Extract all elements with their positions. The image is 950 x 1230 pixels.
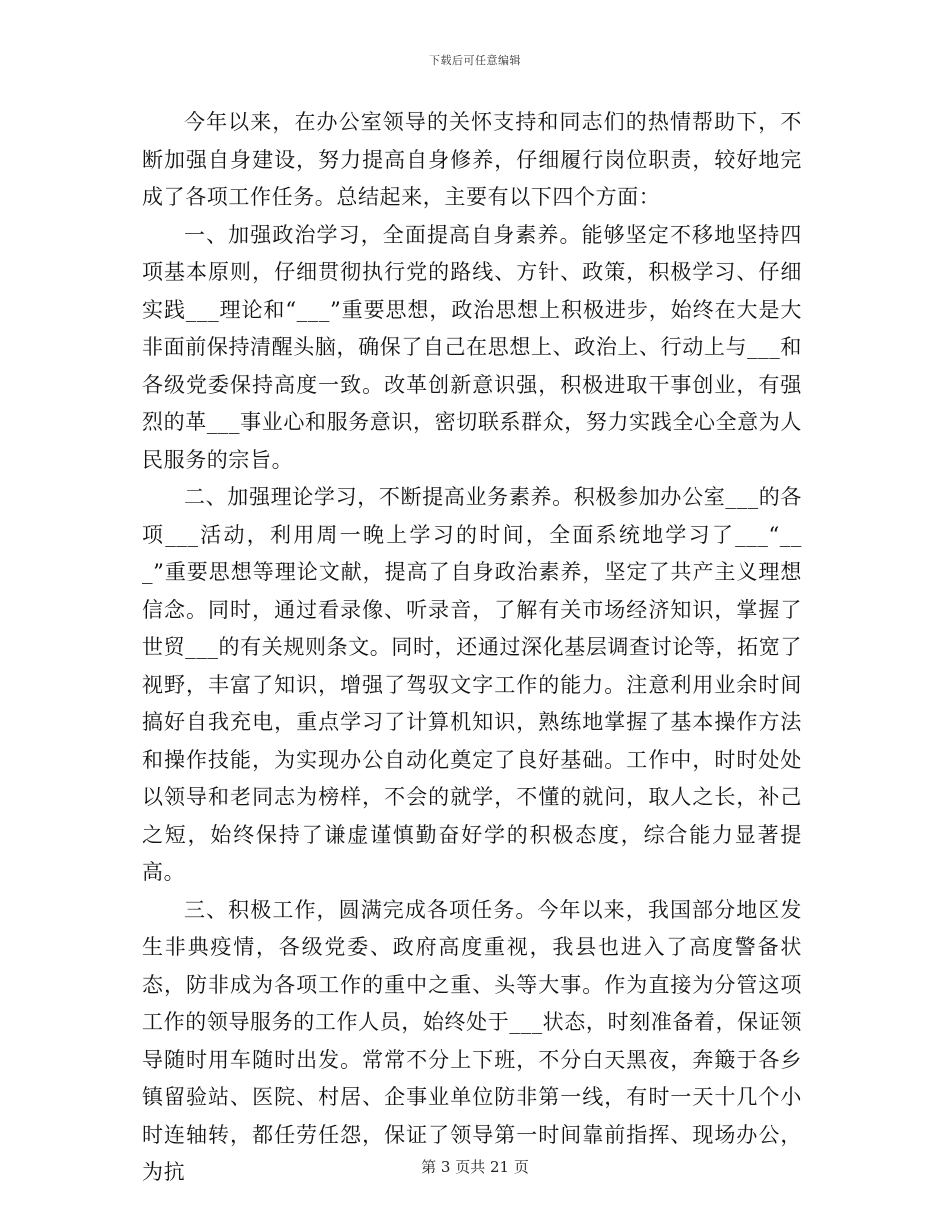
page-header-note: 下载后可任意编辑 [429, 54, 521, 67]
page-number: 第 3 页共 21 页 [421, 1158, 529, 1176]
paragraph-intro: 今年以来，在办公室领导的关怀支持和同志们的热情帮助下，不断加强自身建设，努力提高自身修养，仔细履行岗位职责，较好地完成了各项工作任务。总结起来，主要有以下四个方面： [142, 110, 802, 209]
paragraph-political-study: 一、加强政治学习，全面提高自身素养。能够坚定不移地坚持四项基本原则，仔细贯彻执行党的路线、方针、政策，积极学习、仔细实践___理论和“___”重要思想，政治思想上积极进步，始终在大是大非面前保持清醒头脑，确保了自己在思想上、政治上、行动上与___和各级党委保持高度一致。改革创新意识强，积极进取干事创业，有强烈的革___事业心和服务意识，密切联系群众，努力实践全心全意为人民服务的宗旨。 [142, 222, 802, 472]
paragraph-work-tasks: 三、积极工作，圆满完成各项任务。今年以来，我国部分地区发生非典疫情，各级党委、政府高度重视，我县也进入了高度警备状态，防非成为各项工作的重中之重、头等大事。作为直接为分管这项工作的领导服务的工作人员，始终处于___状态，时刻准备着，保证领导随时用车随时出发。常常不分上下班，不分白天黑夜，奔簸于各乡镇留验站、医院、村居、企事业单位防非第一线，有时一天十几个小时连轴转，都任劳任怨，保证了领导第一时间靠前指挥、现场办公，为抗 [142, 897, 802, 1184]
document-body [142, 104, 802, 1192]
paragraph-theory-study: 二、加强理论学习，不断提高业务素养。积极参加办公室___的各项___活动，利用周一晚上学习的时间，全面系统地学习了___“___”重要思想等理论文献，提高了自身政治素养，坚定了共产主义理想信念。同时，通过看录像、听录音，了解有关市场经济知识，掌握了世贸___的有关规则条文。同时，还通过深化基层调查讨论等，拓宽了视野，丰富了知识，增强了驾驭文字工作的能力。注意利用业余时间搞好自我充电，重点学习了计算机知识，熟练地掌握了基本操作方法和操作技能，为实现办公自动化奠定了良好基础。工作中，时时处处以领导和老同志为榜样，不会的就学，不懂的就问，取人之长，补己之短，始终保持了谦虚谨慎勤奋好学的积极态度，综合能力显著提高。 [142, 485, 802, 884]
